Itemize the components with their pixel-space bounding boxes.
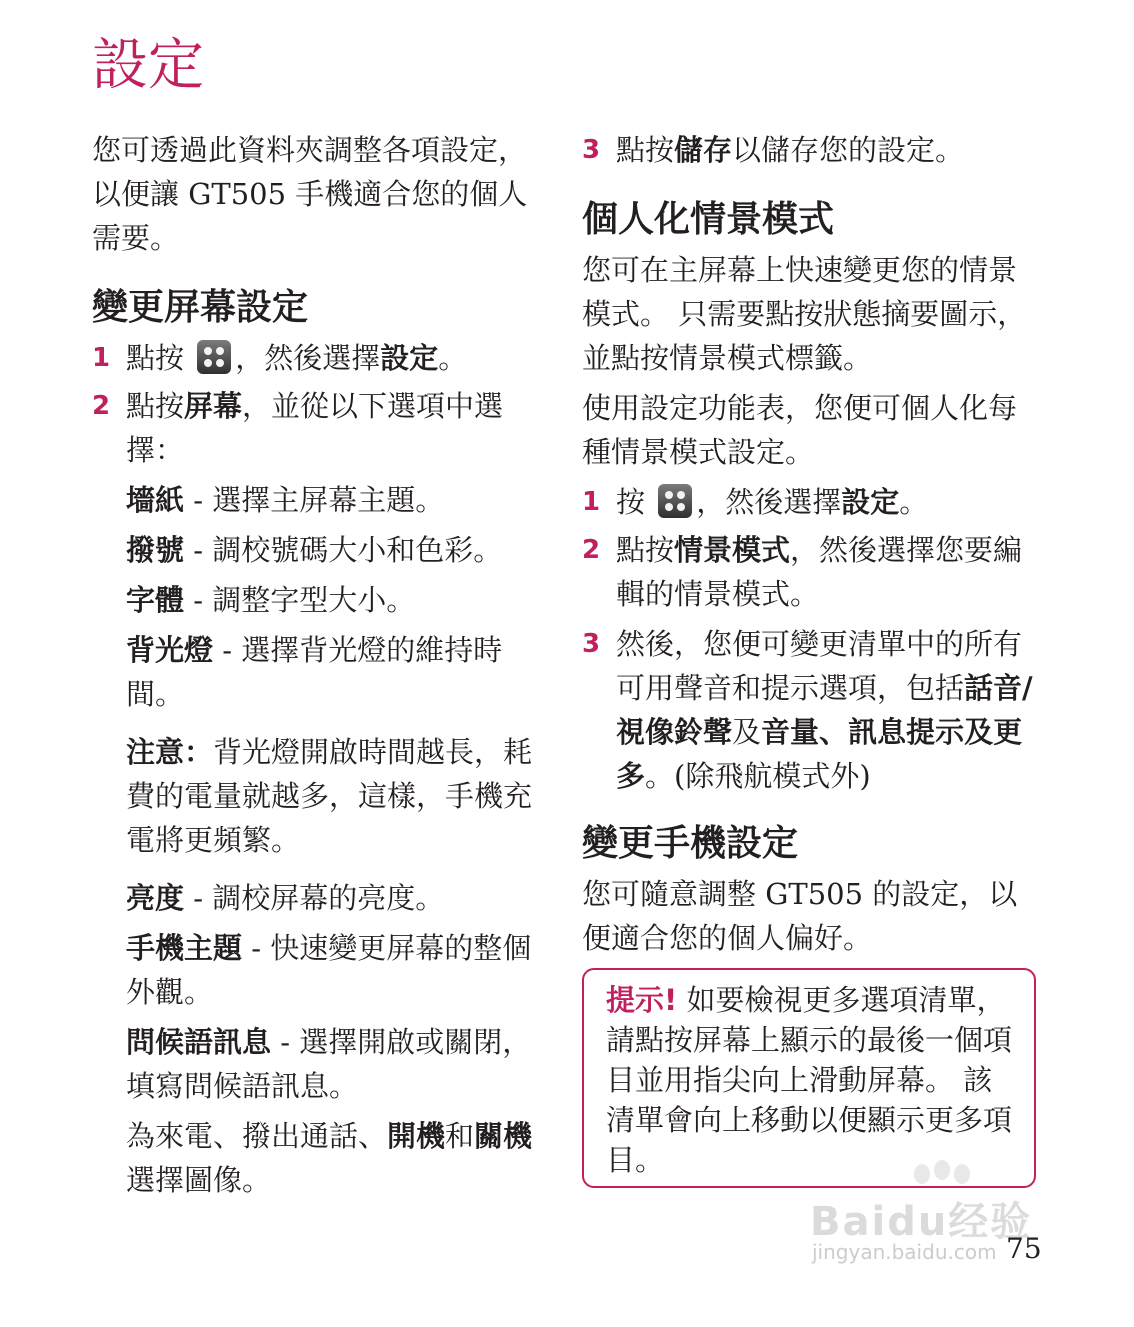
tip-box xyxy=(582,968,1036,1188)
step-bold-text: 訊息提示及更多 xyxy=(616,715,1023,793)
option-wallpaper xyxy=(92,478,552,522)
watermark-url: jingyan.baidu.com xyxy=(812,1240,997,1264)
option-backlight xyxy=(92,628,552,716)
step-text: 點按 xyxy=(616,533,675,567)
step-text: ，然後選擇 xyxy=(235,341,381,375)
paw-icon xyxy=(934,1160,950,1180)
option-text: - 快速變更屏幕的整個外觀。 xyxy=(126,931,532,1009)
step-text: 按 xyxy=(616,485,646,519)
step-text: 。(除飛航模式外) xyxy=(645,759,871,793)
step-bold-text: 、 xyxy=(819,715,849,749)
step-bold-text: 儲存 xyxy=(674,133,733,167)
option-dial xyxy=(92,528,552,572)
step-text: 點按 xyxy=(126,389,185,423)
step-text: 以儲存您的設定。 xyxy=(732,133,965,167)
section-heading-screen: 變更屏幕設定 xyxy=(92,286,309,328)
right-column xyxy=(582,128,1044,960)
page-number: 75 xyxy=(1006,1232,1042,1265)
step-text: 。 xyxy=(438,341,468,375)
step-number: 1 xyxy=(92,343,111,373)
step-bold-text: 話音/視像鈴聲 xyxy=(616,671,1033,749)
step-number: 3 xyxy=(582,135,601,165)
tip-text: 如要檢視更多選項清單，請點按屏幕上顯示的最後一個項目並用指尖向上滑動屏幕。 該清單會向上移動以便顯示更多項目。 xyxy=(606,983,1013,1177)
note-label: 注意： xyxy=(126,735,214,769)
step-text: 點按 xyxy=(616,133,675,167)
option-label: 字體 xyxy=(126,583,185,617)
section-heading-phone: 變更手機設定 xyxy=(582,822,799,864)
grid-menu-icon xyxy=(197,340,231,374)
option-label: 撥號 xyxy=(126,533,185,567)
step-number: 2 xyxy=(92,391,111,421)
step-text: ，並從以下選項中選擇： xyxy=(126,389,504,467)
step-bold-text: 設定 xyxy=(841,485,900,519)
intro-paragraph: 您可透過此資料夾調整各項設定，以便讓 GT505 手機適合您的個人需要。 xyxy=(92,133,528,255)
grid-menu-icon xyxy=(658,484,692,518)
option-bold-text: 開機 xyxy=(387,1119,446,1153)
paw-icon xyxy=(914,1164,930,1184)
step-number: 3 xyxy=(582,629,601,659)
step-bold-text: 音量 xyxy=(761,715,820,749)
profile-step-1 xyxy=(582,480,1044,524)
option-text: - 選擇背光燈的維持時間。 xyxy=(126,633,503,711)
step-bold-text: 設定 xyxy=(380,341,439,375)
option-text: 和 xyxy=(445,1119,475,1153)
step-number: 2 xyxy=(582,535,601,565)
watermark-brand: Baidu经验 xyxy=(810,1199,1033,1245)
option-text: - 調校屏幕的亮度。 xyxy=(184,881,445,915)
option-label: 手機主題 xyxy=(126,931,243,965)
option-text: - 選擇主屏幕主題。 xyxy=(184,483,445,517)
step-number: 1 xyxy=(582,487,601,517)
profiles-paragraph: 您可在主屏幕上快速變更您的情景模式。 只需要點按狀態摘要圖示，並點按情景模式標籤。 xyxy=(582,253,1027,375)
step-3-save xyxy=(582,128,1044,172)
option-brightness xyxy=(92,876,552,920)
option-greeting xyxy=(92,1020,552,1108)
option-text: - 調整字型大小。 xyxy=(184,583,416,617)
profile-step-3 xyxy=(582,622,1044,798)
step-bold-text: 情景模式 xyxy=(674,533,791,567)
tip-label: 提示! xyxy=(606,983,678,1017)
profile-step-2 xyxy=(582,528,1044,616)
option-font xyxy=(92,578,552,622)
step-text: 及 xyxy=(732,715,762,749)
step-text: ，然後選擇您要編輯的情景模式。 xyxy=(616,533,1023,611)
option-power-image xyxy=(92,1114,552,1202)
note xyxy=(92,730,552,862)
page-title: 設定 xyxy=(92,33,204,98)
step-text: 然後，您便可變更清單中的所有可用聲音和提示選項，包括 xyxy=(616,627,1023,705)
option-text: - 選擇開啟或關閉，填寫問候語訊息。 xyxy=(126,1025,532,1103)
option-text: 為來電、撥出通話、 xyxy=(126,1119,388,1153)
profiles-paragraph-2: 使用設定功能表，您便可個人化每種情景模式設定。 xyxy=(582,391,1018,469)
step-1 xyxy=(92,336,552,380)
step-bold-text: 屏幕 xyxy=(184,389,243,423)
phone-settings-paragraph: 您可隨意調整 GT505 的設定，以便適合您的個人偏好。 xyxy=(582,877,1018,955)
option-label: 問候語訊息 xyxy=(126,1025,272,1059)
note-text: 背光燈開啟時間越長，耗費的電量就越多，這樣，手機充電將更頻繁。 xyxy=(126,735,533,857)
option-text: - 調校號碼大小和色彩。 xyxy=(184,533,503,567)
step-text: 點按 xyxy=(126,341,185,375)
left-column xyxy=(92,128,552,1202)
step-text: 。 xyxy=(899,485,929,519)
paw-icon xyxy=(954,1164,970,1184)
option-label: 背光燈 xyxy=(126,633,214,667)
section-heading-profiles: 個人化情景模式 xyxy=(582,198,835,240)
step-text: ，然後選擇 xyxy=(696,485,842,519)
step-2 xyxy=(92,384,552,472)
option-label: 墻紙 xyxy=(126,483,185,517)
option-bold-text: 關機 xyxy=(474,1119,533,1153)
option-label: 亮度 xyxy=(126,881,185,915)
option-theme xyxy=(92,926,552,1014)
option-text: 選擇圖像。 xyxy=(126,1163,272,1197)
